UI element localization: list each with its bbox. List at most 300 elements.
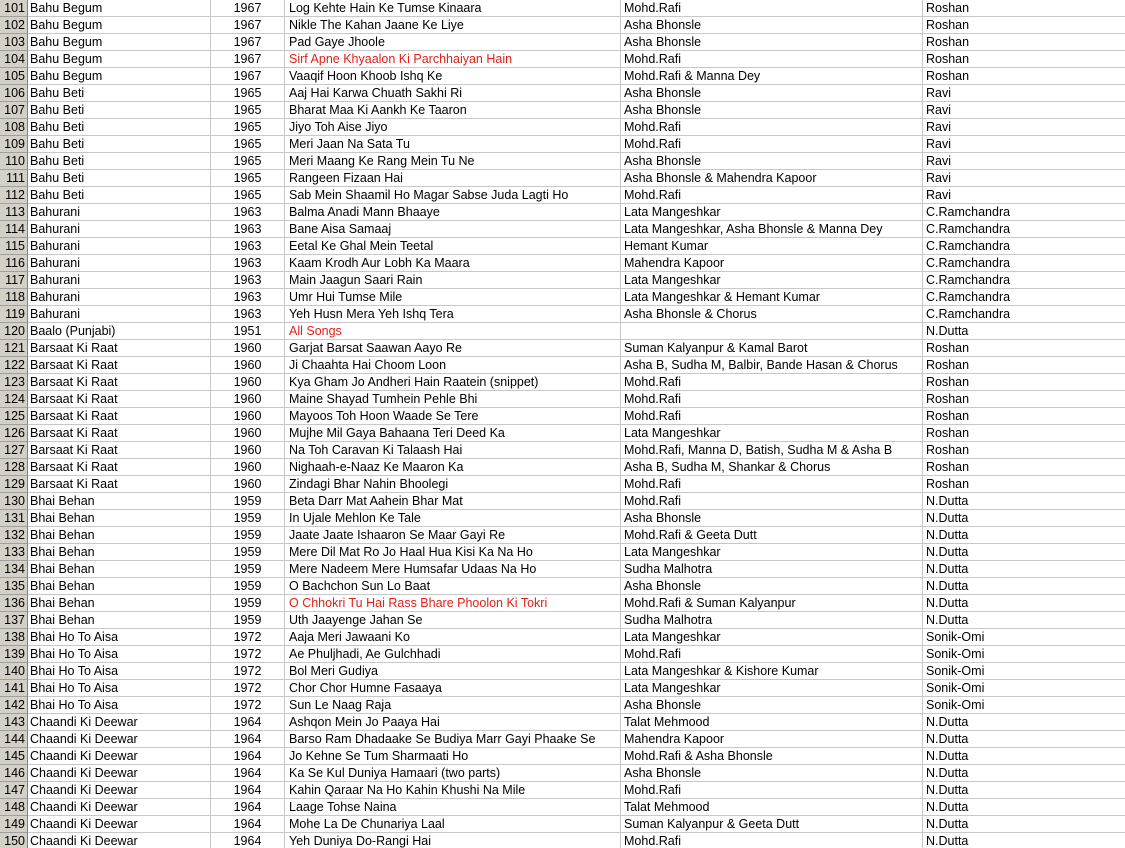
song-cell[interactable]: Sun Le Naag Raja [285, 697, 621, 714]
film-cell[interactable]: Chaandi Ki Deewar [28, 799, 211, 816]
singer-cell[interactable]: Mohd.Rafi [621, 408, 923, 425]
song-cell[interactable]: Na Toh Caravan Ki Talaash Hai [285, 442, 621, 459]
row-number[interactable]: 141 [0, 680, 28, 697]
row-number[interactable]: 111 [0, 170, 28, 187]
year-cell[interactable]: 1963 [211, 306, 285, 323]
row-number[interactable]: 105 [0, 68, 28, 85]
row-number[interactable]: 115 [0, 238, 28, 255]
song-cell[interactable]: Nikle The Kahan Jaane Ke Liye [285, 17, 621, 34]
film-cell[interactable]: Bahu Begum [28, 34, 211, 51]
music-director-cell[interactable]: Sonik-Omi [923, 629, 1125, 646]
singer-cell[interactable]: Mohd.Rafi [621, 391, 923, 408]
row-number[interactable]: 126 [0, 425, 28, 442]
music-director-cell[interactable]: Roshan [923, 425, 1125, 442]
year-cell[interactable]: 1965 [211, 119, 285, 136]
film-cell[interactable]: Chaandi Ki Deewar [28, 731, 211, 748]
film-cell[interactable]: Barsaat Ki Raat [28, 357, 211, 374]
singer-cell[interactable]: Mohd.Rafi & Asha Bhonsle [621, 748, 923, 765]
row-number[interactable]: 113 [0, 204, 28, 221]
year-cell[interactable]: 1960 [211, 391, 285, 408]
film-cell[interactable]: Barsaat Ki Raat [28, 476, 211, 493]
row-number[interactable]: 114 [0, 221, 28, 238]
singer-cell[interactable]: Asha Bhonsle [621, 697, 923, 714]
song-cell[interactable]: Balma Anadi Mann Bhaaye [285, 204, 621, 221]
film-cell[interactable]: Bahurani [28, 221, 211, 238]
music-director-cell[interactable]: Roshan [923, 408, 1125, 425]
song-cell[interactable]: Garjat Barsat Saawan Aayo Re [285, 340, 621, 357]
film-cell[interactable]: Bahurani [28, 238, 211, 255]
music-director-cell[interactable]: Ravi [923, 170, 1125, 187]
singer-cell[interactable]: Hemant Kumar [621, 238, 923, 255]
song-cell[interactable]: Ashqon Mein Jo Paaya Hai [285, 714, 621, 731]
row-number[interactable]: 136 [0, 595, 28, 612]
song-cell[interactable]: O Chhokri Tu Hai Rass Bhare Phoolon Ki Tokri [285, 595, 621, 612]
year-cell[interactable]: 1964 [211, 799, 285, 816]
row-number[interactable]: 130 [0, 493, 28, 510]
row-number[interactable]: 145 [0, 748, 28, 765]
row-number[interactable]: 142 [0, 697, 28, 714]
row-number[interactable]: 124 [0, 391, 28, 408]
song-cell[interactable]: Mere Dil Mat Ro Jo Haal Hua Kisi Ka Na Ho [285, 544, 621, 561]
film-cell[interactable]: Chaandi Ki Deewar [28, 782, 211, 799]
song-cell[interactable]: Chor Chor Humne Fasaaya [285, 680, 621, 697]
music-director-cell[interactable]: C.Ramchandra [923, 289, 1125, 306]
music-director-cell[interactable]: N.Dutta [923, 527, 1125, 544]
song-cell[interactable]: Mohe La De Chunariya Laal [285, 816, 621, 833]
singer-cell[interactable]: Lata Mangeshkar & Hemant Kumar [621, 289, 923, 306]
year-cell[interactable]: 1959 [211, 510, 285, 527]
row-number[interactable]: 132 [0, 527, 28, 544]
film-cell[interactable]: Bahurani [28, 306, 211, 323]
row-number[interactable]: 120 [0, 323, 28, 340]
row-number[interactable]: 112 [0, 187, 28, 204]
song-cell[interactable]: Aaj Hai Karwa Chuath Sakhi Ri [285, 85, 621, 102]
film-cell[interactable]: Bahu Beti [28, 102, 211, 119]
singer-cell[interactable]: Lata Mangeshkar [621, 544, 923, 561]
song-cell[interactable]: Bane Aisa Samaaj [285, 221, 621, 238]
film-cell[interactable]: Bahu Beti [28, 187, 211, 204]
row-number[interactable]: 133 [0, 544, 28, 561]
year-cell[interactable]: 1959 [211, 544, 285, 561]
year-cell[interactable]: 1965 [211, 153, 285, 170]
year-cell[interactable]: 1967 [211, 17, 285, 34]
year-cell[interactable]: 1960 [211, 459, 285, 476]
film-cell[interactable]: Chaandi Ki Deewar [28, 816, 211, 833]
singer-cell[interactable]: Asha Bhonsle & Chorus [621, 306, 923, 323]
singer-cell[interactable]: Lata Mangeshkar [621, 272, 923, 289]
music-director-cell[interactable]: N.Dutta [923, 612, 1125, 629]
song-cell[interactable]: Mujhe Mil Gaya Bahaana Teri Deed Ka [285, 425, 621, 442]
year-cell[interactable]: 1960 [211, 408, 285, 425]
singer-cell[interactable]: Mohd.Rafi [621, 833, 923, 848]
song-cell[interactable]: Aaja Meri Jawaani Ko [285, 629, 621, 646]
year-cell[interactable]: 1960 [211, 442, 285, 459]
row-number[interactable]: 128 [0, 459, 28, 476]
song-cell[interactable]: Main Jaagun Saari Rain [285, 272, 621, 289]
year-cell[interactable]: 1965 [211, 85, 285, 102]
song-cell[interactable]: Ji Chaahta Hai Choom Loon [285, 357, 621, 374]
year-cell[interactable]: 1967 [211, 68, 285, 85]
row-number[interactable]: 129 [0, 476, 28, 493]
film-cell[interactable]: Barsaat Ki Raat [28, 374, 211, 391]
song-cell[interactable]: Jaate Jaate Ishaaron Se Maar Gayi Re [285, 527, 621, 544]
music-director-cell[interactable]: N.Dutta [923, 323, 1125, 340]
song-cell[interactable]: Beta Darr Mat Aahein Bhar Mat [285, 493, 621, 510]
music-director-cell[interactable]: N.Dutta [923, 510, 1125, 527]
year-cell[interactable]: 1951 [211, 323, 285, 340]
song-cell[interactable]: All Songs [285, 323, 621, 340]
music-director-cell[interactable]: C.Ramchandra [923, 221, 1125, 238]
row-number[interactable]: 102 [0, 17, 28, 34]
singer-cell[interactable]: Mohd.Rafi [621, 119, 923, 136]
year-cell[interactable]: 1965 [211, 102, 285, 119]
year-cell[interactable]: 1959 [211, 527, 285, 544]
row-number[interactable]: 109 [0, 136, 28, 153]
music-director-cell[interactable]: Sonik-Omi [923, 663, 1125, 680]
music-director-cell[interactable]: N.Dutta [923, 748, 1125, 765]
song-cell[interactable]: Bol Meri Gudiya [285, 663, 621, 680]
music-director-cell[interactable]: N.Dutta [923, 782, 1125, 799]
film-cell[interactable]: Bhai Behan [28, 612, 211, 629]
music-director-cell[interactable]: Roshan [923, 476, 1125, 493]
music-director-cell[interactable]: N.Dutta [923, 493, 1125, 510]
year-cell[interactable]: 1964 [211, 748, 285, 765]
singer-cell[interactable]: Lata Mangeshkar & Kishore Kumar [621, 663, 923, 680]
singer-cell[interactable]: Lata Mangeshkar [621, 680, 923, 697]
film-cell[interactable]: Bhai Behan [28, 510, 211, 527]
music-director-cell[interactable]: Roshan [923, 442, 1125, 459]
film-cell[interactable]: Chaandi Ki Deewar [28, 714, 211, 731]
song-cell[interactable]: Maine Shayad Tumhein Pehle Bhi [285, 391, 621, 408]
film-cell[interactable]: Bahurani [28, 204, 211, 221]
film-cell[interactable]: Bhai Behan [28, 578, 211, 595]
singer-cell[interactable]: Asha B, Sudha M, Shankar & Chorus [621, 459, 923, 476]
row-number[interactable]: 119 [0, 306, 28, 323]
music-director-cell[interactable]: Roshan [923, 17, 1125, 34]
row-number[interactable]: 140 [0, 663, 28, 680]
film-cell[interactable]: Bahurani [28, 272, 211, 289]
year-cell[interactable]: 1960 [211, 340, 285, 357]
song-cell[interactable]: Ka Se Kul Duniya Hamaari (two parts) [285, 765, 621, 782]
singer-cell[interactable]: Asha Bhonsle [621, 765, 923, 782]
music-director-cell[interactable]: C.Ramchandra [923, 255, 1125, 272]
year-cell[interactable]: 1959 [211, 578, 285, 595]
song-cell[interactable]: Vaaqif Hoon Khoob Ishq Ke [285, 68, 621, 85]
year-cell[interactable]: 1960 [211, 374, 285, 391]
singer-cell[interactable]: Mohd.Rafi [621, 187, 923, 204]
music-director-cell[interactable]: Roshan [923, 459, 1125, 476]
year-cell[interactable]: 1967 [211, 34, 285, 51]
singer-cell[interactable]: Mohd.Rafi [621, 476, 923, 493]
music-director-cell[interactable]: N.Dutta [923, 561, 1125, 578]
singer-cell[interactable]: Sudha Malhotra [621, 612, 923, 629]
row-number[interactable]: 108 [0, 119, 28, 136]
song-cell[interactable]: Sirf Apne Khyaalon Ki Parchhaiyan Hain [285, 51, 621, 68]
music-director-cell[interactable]: Roshan [923, 357, 1125, 374]
singer-cell[interactable]: Lata Mangeshkar, Asha Bhonsle & Manna Dey [621, 221, 923, 238]
singer-cell[interactable]: Lata Mangeshkar [621, 425, 923, 442]
singer-cell[interactable]: Mohd.Rafi [621, 374, 923, 391]
singer-cell[interactable]: Sudha Malhotra [621, 561, 923, 578]
music-director-cell[interactable]: Ravi [923, 153, 1125, 170]
film-cell[interactable]: Bhai Behan [28, 527, 211, 544]
music-director-cell[interactable]: N.Dutta [923, 578, 1125, 595]
song-cell[interactable]: Jiyo Toh Aise Jiyo [285, 119, 621, 136]
music-director-cell[interactable]: N.Dutta [923, 595, 1125, 612]
song-cell[interactable]: Umr Hui Tumse Mile [285, 289, 621, 306]
music-director-cell[interactable]: Ravi [923, 136, 1125, 153]
song-cell[interactable]: Sab Mein Shaamil Ho Magar Sabse Juda Lagti Ho [285, 187, 621, 204]
row-number[interactable]: 139 [0, 646, 28, 663]
singer-cell[interactable]: Asha Bhonsle [621, 102, 923, 119]
song-cell[interactable]: In Ujale Mehlon Ke Tale [285, 510, 621, 527]
song-cell[interactable]: Laage Tohse Naina [285, 799, 621, 816]
singer-cell[interactable]: Asha Bhonsle & Mahendra Kapoor [621, 170, 923, 187]
song-cell[interactable]: Kahin Qaraar Na Ho Kahin Khushi Na Mile [285, 782, 621, 799]
row-number[interactable]: 121 [0, 340, 28, 357]
music-director-cell[interactable]: C.Ramchandra [923, 306, 1125, 323]
film-cell[interactable]: Chaandi Ki Deewar [28, 748, 211, 765]
film-cell[interactable]: Bahu Beti [28, 153, 211, 170]
singer-cell[interactable]: Talat Mehmood [621, 799, 923, 816]
song-cell[interactable]: Kaam Krodh Aur Lobh Ka Maara [285, 255, 621, 272]
song-cell[interactable]: Bharat Maa Ki Aankh Ke Taaron [285, 102, 621, 119]
year-cell[interactable]: 1960 [211, 357, 285, 374]
singer-cell[interactable]: Mahendra Kapoor [621, 255, 923, 272]
year-cell[interactable]: 1964 [211, 731, 285, 748]
music-director-cell[interactable]: Ravi [923, 187, 1125, 204]
row-number[interactable]: 117 [0, 272, 28, 289]
film-cell[interactable]: Bahurani [28, 289, 211, 306]
film-cell[interactable]: Bahu Beti [28, 170, 211, 187]
film-cell[interactable]: Bahu Beti [28, 119, 211, 136]
singer-cell[interactable]: Mahendra Kapoor [621, 731, 923, 748]
row-number[interactable]: 110 [0, 153, 28, 170]
singer-cell[interactable] [621, 323, 923, 340]
singer-cell[interactable]: Lata Mangeshkar [621, 629, 923, 646]
song-cell[interactable]: Rangeen Fizaan Hai [285, 170, 621, 187]
film-cell[interactable]: Bahu Begum [28, 51, 211, 68]
singer-cell[interactable]: Lata Mangeshkar [621, 204, 923, 221]
song-cell[interactable]: Pad Gaye Jhoole [285, 34, 621, 51]
film-cell[interactable]: Chaandi Ki Deewar [28, 833, 211, 848]
singer-cell[interactable]: Mohd.Rafi [621, 782, 923, 799]
singer-cell[interactable]: Mohd.Rafi & Manna Dey [621, 68, 923, 85]
music-director-cell[interactable]: N.Dutta [923, 816, 1125, 833]
film-cell[interactable]: Bhai Behan [28, 595, 211, 612]
row-number[interactable]: 144 [0, 731, 28, 748]
song-cell[interactable]: O Bachchon Sun Lo Baat [285, 578, 621, 595]
song-cell[interactable]: Barso Ram Dhadaake Se Budiya Marr Gayi Phaake Se [285, 731, 621, 748]
music-director-cell[interactable]: C.Ramchandra [923, 238, 1125, 255]
music-director-cell[interactable]: Ravi [923, 102, 1125, 119]
film-cell[interactable]: Bahu Begum [28, 17, 211, 34]
song-cell[interactable]: Log Kehte Hain Ke Tumse Kinaara [285, 0, 621, 17]
year-cell[interactable]: 1964 [211, 714, 285, 731]
film-cell[interactable]: Bahurani [28, 255, 211, 272]
year-cell[interactable]: 1972 [211, 646, 285, 663]
year-cell[interactable]: 1963 [211, 204, 285, 221]
row-number[interactable]: 143 [0, 714, 28, 731]
singer-cell[interactable]: Asha Bhonsle [621, 85, 923, 102]
year-cell[interactable]: 1959 [211, 612, 285, 629]
singer-cell[interactable]: Mohd.Rafi [621, 646, 923, 663]
film-cell[interactable]: Bhai Behan [28, 561, 211, 578]
song-cell[interactable]: Eetal Ke Ghal Mein Teetal [285, 238, 621, 255]
singer-cell[interactable]: Asha Bhonsle [621, 153, 923, 170]
song-cell[interactable]: Yeh Duniya Do-Rangi Hai [285, 833, 621, 848]
row-number[interactable]: 127 [0, 442, 28, 459]
film-cell[interactable]: Bahu Begum [28, 68, 211, 85]
film-cell[interactable]: Bhai Behan [28, 544, 211, 561]
singer-cell[interactable]: Asha Bhonsle [621, 578, 923, 595]
row-number[interactable]: 150 [0, 833, 28, 848]
music-director-cell[interactable]: Roshan [923, 68, 1125, 85]
row-number[interactable]: 135 [0, 578, 28, 595]
film-cell[interactable]: Barsaat Ki Raat [28, 391, 211, 408]
row-number[interactable]: 137 [0, 612, 28, 629]
year-cell[interactable]: 1965 [211, 170, 285, 187]
row-number[interactable]: 106 [0, 85, 28, 102]
song-cell[interactable]: Mere Nadeem Mere Humsafar Udaas Na Ho [285, 561, 621, 578]
song-cell[interactable]: Kya Gham Jo Andheri Hain Raatein (snippet) [285, 374, 621, 391]
music-director-cell[interactable]: Ravi [923, 85, 1125, 102]
song-cell[interactable]: Zindagi Bhar Nahin Bhoolegi [285, 476, 621, 493]
year-cell[interactable]: 1965 [211, 187, 285, 204]
row-number[interactable]: 149 [0, 816, 28, 833]
year-cell[interactable]: 1959 [211, 561, 285, 578]
singer-cell[interactable]: Mohd.Rafi & Suman Kalyanpur [621, 595, 923, 612]
film-cell[interactable]: Bahu Begum [28, 0, 211, 17]
row-number[interactable]: 148 [0, 799, 28, 816]
singer-cell[interactable]: Asha Bhonsle [621, 510, 923, 527]
row-number[interactable]: 138 [0, 629, 28, 646]
singer-cell[interactable]: Asha Bhonsle [621, 34, 923, 51]
film-cell[interactable]: Barsaat Ki Raat [28, 408, 211, 425]
music-director-cell[interactable]: Roshan [923, 340, 1125, 357]
song-cell[interactable]: Meri Maang Ke Rang Mein Tu Ne [285, 153, 621, 170]
row-number[interactable]: 147 [0, 782, 28, 799]
year-cell[interactable]: 1972 [211, 663, 285, 680]
year-cell[interactable]: 1960 [211, 476, 285, 493]
film-cell[interactable]: Barsaat Ki Raat [28, 340, 211, 357]
row-number[interactable]: 103 [0, 34, 28, 51]
year-cell[interactable]: 1972 [211, 629, 285, 646]
year-cell[interactable]: 1959 [211, 493, 285, 510]
row-number[interactable]: 146 [0, 765, 28, 782]
row-number[interactable]: 118 [0, 289, 28, 306]
row-number[interactable]: 125 [0, 408, 28, 425]
music-director-cell[interactable]: C.Ramchandra [923, 204, 1125, 221]
year-cell[interactable]: 1964 [211, 782, 285, 799]
singer-cell[interactable]: Asha B, Sudha M, Balbir, Bande Hasan & Chorus [621, 357, 923, 374]
music-director-cell[interactable]: Sonik-Omi [923, 646, 1125, 663]
year-cell[interactable]: 1964 [211, 765, 285, 782]
song-cell[interactable]: Meri Jaan Na Sata Tu [285, 136, 621, 153]
music-director-cell[interactable]: Roshan [923, 374, 1125, 391]
song-cell[interactable]: Yeh Husn Mera Yeh Ishq Tera [285, 306, 621, 323]
music-director-cell[interactable]: Sonik-Omi [923, 697, 1125, 714]
year-cell[interactable]: 1963 [211, 272, 285, 289]
year-cell[interactable]: 1964 [211, 816, 285, 833]
film-cell[interactable]: Barsaat Ki Raat [28, 442, 211, 459]
row-number[interactable]: 116 [0, 255, 28, 272]
singer-cell[interactable]: Mohd.Rafi [621, 136, 923, 153]
year-cell[interactable]: 1972 [211, 697, 285, 714]
year-cell[interactable]: 1972 [211, 680, 285, 697]
singer-cell[interactable]: Suman Kalyanpur & Geeta Dutt [621, 816, 923, 833]
year-cell[interactable]: 1963 [211, 289, 285, 306]
music-director-cell[interactable]: Ravi [923, 119, 1125, 136]
year-cell[interactable]: 1963 [211, 238, 285, 255]
row-number[interactable]: 123 [0, 374, 28, 391]
music-director-cell[interactable]: C.Ramchandra [923, 272, 1125, 289]
film-cell[interactable]: Barsaat Ki Raat [28, 459, 211, 476]
row-number[interactable]: 122 [0, 357, 28, 374]
singer-cell[interactable]: Suman Kalyanpur & Kamal Barot [621, 340, 923, 357]
singer-cell[interactable]: Mohd.Rafi, Manna D, Batish, Sudha M & Asha B [621, 442, 923, 459]
singer-cell[interactable]: Mohd.Rafi [621, 51, 923, 68]
film-cell[interactable]: Chaandi Ki Deewar [28, 765, 211, 782]
film-cell[interactable]: Bhai Ho To Aisa [28, 680, 211, 697]
film-cell[interactable]: Bhai Ho To Aisa [28, 663, 211, 680]
music-director-cell[interactable]: N.Dutta [923, 833, 1125, 848]
year-cell[interactable]: 1963 [211, 255, 285, 272]
song-cell[interactable]: Uth Jaayenge Jahan Se [285, 612, 621, 629]
singer-cell[interactable]: Mohd.Rafi & Geeta Dutt [621, 527, 923, 544]
row-number[interactable]: 104 [0, 51, 28, 68]
singer-cell[interactable]: Asha Bhonsle [621, 17, 923, 34]
music-director-cell[interactable]: Roshan [923, 0, 1125, 17]
song-cell[interactable]: Ae Phuljhadi, Ae Gulchhadi [285, 646, 621, 663]
song-cell[interactable]: Jo Kehne Se Tum Sharmaati Ho [285, 748, 621, 765]
film-cell[interactable]: Bahu Beti [28, 85, 211, 102]
song-cell[interactable]: Mayoos Toh Hoon Waade Se Tere [285, 408, 621, 425]
singer-cell[interactable]: Talat Mehmood [621, 714, 923, 731]
film-cell[interactable]: Bhai Ho To Aisa [28, 629, 211, 646]
music-director-cell[interactable]: Roshan [923, 51, 1125, 68]
row-number[interactable]: 107 [0, 102, 28, 119]
year-cell[interactable]: 1960 [211, 425, 285, 442]
year-cell[interactable]: 1965 [211, 136, 285, 153]
film-cell[interactable]: Bahu Beti [28, 136, 211, 153]
year-cell[interactable]: 1963 [211, 221, 285, 238]
row-number[interactable]: 131 [0, 510, 28, 527]
film-cell[interactable]: Barsaat Ki Raat [28, 425, 211, 442]
singer-cell[interactable]: Mohd.Rafi [621, 0, 923, 17]
music-director-cell[interactable]: Roshan [923, 391, 1125, 408]
row-number[interactable]: 101 [0, 0, 28, 17]
film-cell[interactable]: Baalo (Punjabi) [28, 323, 211, 340]
film-cell[interactable]: Bhai Ho To Aisa [28, 646, 211, 663]
year-cell[interactable]: 1967 [211, 0, 285, 17]
music-director-cell[interactable]: N.Dutta [923, 731, 1125, 748]
film-cell[interactable]: Bhai Ho To Aisa [28, 697, 211, 714]
year-cell[interactable]: 1959 [211, 595, 285, 612]
music-director-cell[interactable]: N.Dutta [923, 544, 1125, 561]
music-director-cell[interactable]: N.Dutta [923, 799, 1125, 816]
year-cell[interactable]: 1967 [211, 51, 285, 68]
music-director-cell[interactable]: N.Dutta [923, 765, 1125, 782]
film-cell[interactable]: Bhai Behan [28, 493, 211, 510]
music-director-cell[interactable]: Sonik-Omi [923, 680, 1125, 697]
row-number[interactable]: 134 [0, 561, 28, 578]
song-cell[interactable]: Nighaah-e-Naaz Ke Maaron Ka [285, 459, 621, 476]
singer-cell[interactable]: Mohd.Rafi [621, 493, 923, 510]
music-director-cell[interactable]: Roshan [923, 34, 1125, 51]
music-director-cell[interactable]: N.Dutta [923, 714, 1125, 731]
year-cell[interactable]: 1964 [211, 833, 285, 848]
